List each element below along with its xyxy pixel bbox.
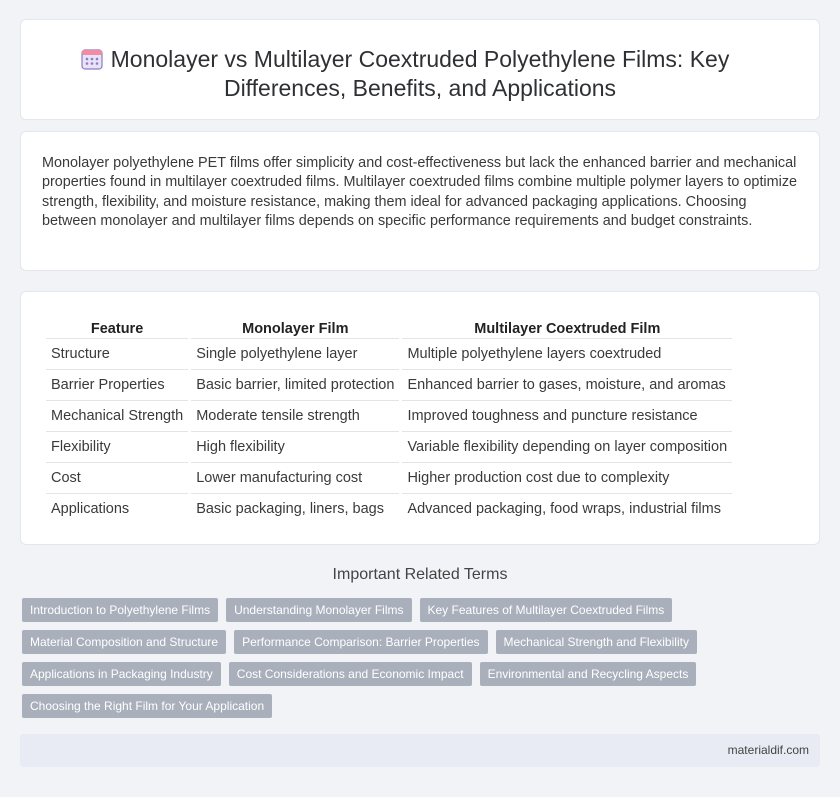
summary-card bbox=[20, 131, 820, 271]
table-row bbox=[46, 462, 732, 493]
related-term-tag[interactable]: Applications in Packaging Industry bbox=[22, 662, 221, 686]
table-cell: Basic barrier, limited protection bbox=[191, 369, 399, 400]
table-cell: Higher production cost due to complexity bbox=[402, 462, 732, 493]
table-row bbox=[46, 431, 732, 462]
table-row bbox=[46, 493, 732, 524]
related-term-tag[interactable]: Mechanical Strength and Flexibility bbox=[496, 630, 697, 654]
footer-site-link[interactable]: materialdif.com bbox=[727, 743, 809, 757]
table-cell: Cost bbox=[46, 462, 188, 493]
page-title: Monolayer vs Multilayer Coextruded Polyethylene Films: Key Differences, Benefits, and Applications bbox=[110, 46, 730, 101]
related-terms-title: Important Related Terms bbox=[332, 566, 508, 583]
related-term-tag[interactable]: Understanding Monolayer Films bbox=[226, 598, 411, 622]
related-term-tag[interactable]: Key Features of Multilayer Coextruded Films bbox=[420, 598, 673, 622]
table-cell: Structure bbox=[46, 338, 188, 369]
footer bbox=[20, 734, 820, 767]
table-header-row bbox=[46, 314, 732, 338]
column-header: Feature bbox=[90, 321, 144, 337]
related-term-tag[interactable]: Introduction to Polyethylene Films bbox=[22, 598, 218, 622]
header-card bbox=[20, 19, 820, 120]
table-cell: Flexibility bbox=[46, 431, 188, 462]
related-term-tag[interactable]: Material Composition and Structure bbox=[22, 630, 226, 654]
table-row bbox=[46, 400, 732, 431]
column-header: Multilayer Coextruded Film bbox=[474, 321, 661, 337]
related-term-tag[interactable]: Cost Considerations and Economic Impact bbox=[229, 662, 472, 686]
table-cell: Mechanical Strength bbox=[46, 400, 188, 431]
table-cell: High flexibility bbox=[191, 431, 399, 462]
column-header: Monolayer Film bbox=[242, 321, 349, 337]
related-term-tag[interactable]: Performance Comparison: Barrier Properties bbox=[234, 630, 487, 654]
table-cell: Basic packaging, liners, bags bbox=[191, 493, 399, 524]
table-cell: Single polyethylene layer bbox=[191, 338, 399, 369]
comparison-table bbox=[43, 314, 735, 524]
table-cell: Applications bbox=[46, 493, 188, 524]
table-cell: Multiple polyethylene layers coextruded bbox=[402, 338, 732, 369]
related-term-tag[interactable]: Environmental and Recycling Aspects bbox=[480, 662, 697, 686]
table-row bbox=[46, 369, 732, 400]
table-cell: Enhanced barrier to gases, moisture, and aromas bbox=[402, 369, 732, 400]
summary-text: Monolayer polyethylene PET films offer simplicity and cost-effectiveness but lack the enhanced barrier and mechanical properties found in multilayer coextruded films. Multilayer coextruded films combine multiple polymer layers to optimize strength, flexibility, and moisture resistance, making them ideal for advanced packaging applications. Choosing between monolayer and multilayer films depends on specific performance requirements and budget constraints. bbox=[42, 155, 798, 230]
table-cell: Barrier Properties bbox=[46, 369, 188, 400]
table-cell: Lower manufacturing cost bbox=[191, 462, 399, 493]
related-term-tag[interactable]: Choosing the Right Film for Your Application bbox=[22, 694, 272, 718]
table-cell: Variable flexibility depending on layer composition bbox=[402, 431, 732, 462]
related-terms-list bbox=[22, 598, 802, 726]
table-cell: Improved toughness and puncture resistance bbox=[402, 400, 732, 431]
table-cell: Moderate tensile strength bbox=[191, 400, 399, 431]
table-row bbox=[46, 338, 732, 369]
table-cell: Advanced packaging, food wraps, industrial films bbox=[402, 493, 732, 524]
comparison-card bbox=[20, 291, 820, 545]
